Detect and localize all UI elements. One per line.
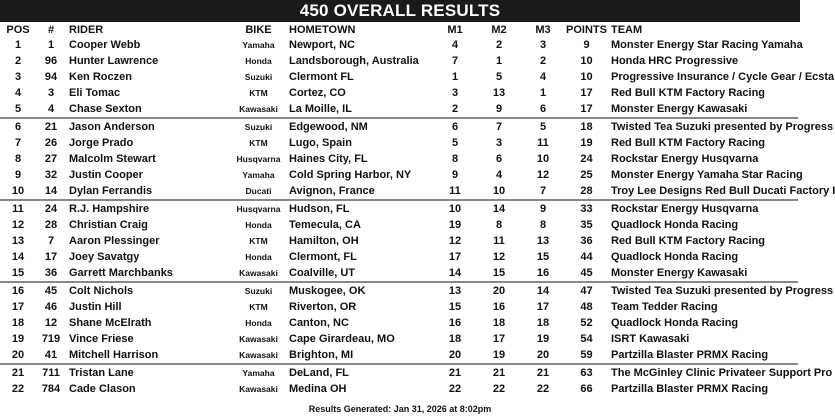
- cell-m2: 4: [495, 169, 503, 181]
- cell-m3: 19: [536, 333, 550, 345]
- cell-hometown: Brighton, MI: [289, 349, 354, 361]
- cell-bike: Yamaha: [242, 40, 275, 50]
- cell-m3: 11: [537, 137, 549, 149]
- cell-pos: 17: [11, 301, 25, 313]
- cell-m1: 15: [448, 301, 462, 313]
- cell-rider: Ken Roczen: [69, 71, 132, 83]
- cell-m3: 15: [536, 251, 550, 263]
- cell-number: 41: [44, 349, 58, 361]
- cell-m2: 2: [495, 39, 503, 51]
- cell-team: Twisted Tea Suzuki presented by Progress: [608, 118, 798, 135]
- cell-points: 47: [565, 282, 608, 299]
- cell-team: Monster Energy Yamaha Star Racing: [611, 169, 803, 181]
- cell-bike: Kawasaki: [239, 350, 278, 360]
- cell-m2: 16: [492, 301, 506, 313]
- cell-rider: Colt Nichols: [66, 282, 231, 299]
- cell-number: 4: [47, 103, 55, 115]
- cell-m3: 22: [536, 383, 550, 395]
- table-row: [0, 381, 798, 397]
- table-row: [0, 282, 798, 299]
- cell-number: 24: [36, 200, 66, 217]
- cell-m1: 16: [448, 317, 462, 329]
- cell-pos: 12: [11, 219, 25, 231]
- cell-number: 17: [44, 251, 58, 263]
- cell-m1: 22: [448, 383, 462, 395]
- results-table: [0, 22, 835, 397]
- cell-m1: 10: [433, 200, 477, 217]
- cell-points: 48: [580, 301, 593, 313]
- table-row: [0, 265, 798, 282]
- cell-points: 54: [580, 333, 593, 345]
- cell-rider: Aaron Plessinger: [69, 235, 160, 247]
- table-row: [0, 69, 798, 85]
- cell-bike: Honda: [245, 252, 272, 262]
- cell-number: 26: [44, 137, 58, 149]
- cell-bike: Yamaha: [242, 170, 275, 180]
- cell-m2: 9: [495, 103, 503, 115]
- cell-m1: 2: [451, 103, 459, 115]
- cell-bike: Honda: [245, 56, 272, 66]
- header-row: [0, 22, 798, 37]
- cell-team: Quadlock Honda Racing: [611, 219, 739, 231]
- cell-m3: 16: [536, 267, 550, 279]
- cell-hometown: Haines City, FL: [289, 153, 368, 165]
- cell-points: 17: [580, 87, 593, 99]
- results-generated-note: Results Generated: Jan 31, 2026 at 8:02pm: [308, 404, 492, 414]
- table-row: [0, 183, 798, 200]
- cell-number: 45: [36, 282, 66, 299]
- cell-team: Monster Energy Kawasaki: [611, 267, 748, 279]
- cell-bike: Husqvarna: [236, 154, 281, 164]
- cell-m1: 5: [451, 137, 459, 149]
- cell-hometown: Clermont, FL: [289, 251, 357, 263]
- col-header-m2: M2: [491, 23, 507, 36]
- cell-hometown: Muskogee, OK: [286, 282, 433, 299]
- cell-points: 28: [580, 185, 593, 197]
- cell-m3: 13: [536, 235, 550, 247]
- col-header-rider: RIDER: [69, 23, 104, 36]
- cell-bike: Kawasaki: [239, 334, 278, 344]
- cell-points: 35: [580, 219, 593, 231]
- cell-points: 9: [583, 39, 590, 51]
- table-row: [0, 315, 798, 331]
- col-header-points: POINTS: [566, 23, 607, 36]
- col-header-number: #: [47, 23, 55, 36]
- cell-points: 36: [580, 235, 593, 247]
- cell-number: 12: [44, 317, 58, 329]
- table-row: [0, 249, 798, 265]
- cell-number: 719: [41, 333, 61, 345]
- cell-hometown: Cortez, CO: [289, 87, 346, 99]
- cell-team: Honda HRC Progressive: [611, 55, 739, 67]
- cell-rider: Joey Savatgy: [69, 251, 140, 263]
- cell-m2: 14: [477, 200, 521, 217]
- cell-m3: 17: [536, 301, 550, 313]
- cell-rider: Chase Sexton: [69, 103, 142, 115]
- col-header-m3: M3: [535, 23, 551, 36]
- cell-m2: 8: [495, 219, 503, 231]
- cell-points: 18: [565, 118, 608, 135]
- cell-m3: 14: [521, 282, 565, 299]
- cell-rider: Cade Clason: [69, 383, 136, 395]
- cell-m2: 11: [493, 235, 505, 247]
- cell-pos: 22: [11, 383, 25, 395]
- cell-rider: Jorge Prado: [69, 137, 134, 149]
- cell-hometown: Riverton, OR: [289, 301, 357, 313]
- cell-pos: 5: [14, 103, 22, 115]
- cell-bike: Ducati: [245, 186, 272, 196]
- cell-number: 711: [36, 364, 66, 381]
- cell-m3: 20: [536, 349, 550, 361]
- cell-m2: 20: [477, 282, 521, 299]
- cell-bike: Kawasaki: [239, 384, 278, 394]
- cell-rider: Eli Tomac: [69, 87, 121, 99]
- cell-team: The McGinley Clinic Privateer Support Pro: [608, 364, 798, 381]
- cell-hometown: Canton, NC: [289, 317, 349, 329]
- cell-pos: 3: [14, 71, 22, 83]
- cell-number: 3: [47, 87, 55, 99]
- cell-number: 32: [44, 169, 58, 181]
- cell-team: Quadlock Honda Racing: [611, 317, 739, 329]
- cell-bike: Suzuki: [244, 72, 273, 82]
- col-header-team: TEAM: [611, 23, 643, 36]
- cell-m3: 3: [539, 39, 547, 51]
- col-header-bike: BIKE: [245, 23, 272, 36]
- table-row: [0, 135, 798, 151]
- cell-rider: Garrett Marchbanks: [69, 267, 173, 279]
- cell-pos: 21: [0, 364, 36, 381]
- cell-points: 66: [580, 383, 593, 395]
- cell-rider: Vince Friese: [69, 333, 134, 345]
- cell-rider: Shane McElrath: [69, 317, 152, 329]
- cell-rider: Jason Anderson: [66, 118, 231, 135]
- cell-team: Team Tedder Racing: [611, 301, 718, 313]
- cell-number: 96: [44, 55, 58, 67]
- table-row: [0, 118, 798, 135]
- cell-points: 19: [580, 137, 593, 149]
- cell-m1: 20: [448, 349, 462, 361]
- cell-team: Progressive Insurance / Cycle Gear / Ecsta: [611, 71, 835, 83]
- cell-m1: 6: [433, 118, 477, 135]
- cell-bike: Yamaha: [231, 364, 286, 381]
- cell-points: 10: [580, 71, 593, 83]
- cell-hometown: Cape Girardeau, MO: [289, 333, 395, 345]
- cell-rider: Justin Cooper: [69, 169, 143, 181]
- cell-pos: 18: [11, 317, 25, 329]
- cell-hometown: Landsborough, Australia: [289, 55, 419, 67]
- table-row: [0, 364, 798, 381]
- cell-pos: 14: [11, 251, 25, 263]
- cell-m2: 17: [492, 333, 506, 345]
- cell-m3: 10: [536, 153, 550, 165]
- cell-m3: 21: [521, 364, 565, 381]
- cell-pos: 6: [0, 118, 36, 135]
- cell-bike: Husqvarna: [231, 200, 286, 217]
- cell-rider: Christian Craig: [69, 219, 148, 231]
- cell-hometown: Coalville, UT: [289, 267, 356, 279]
- cell-m2: 3: [495, 137, 503, 149]
- cell-hometown: DeLand, FL: [286, 364, 433, 381]
- results-title: 450 OVERALL RESULTS: [0, 0, 800, 22]
- cell-pos: 10: [11, 185, 25, 197]
- table-row: [0, 167, 798, 183]
- cell-pos: 4: [14, 87, 22, 99]
- table-row: [0, 331, 798, 347]
- cell-hometown: Avignon, France: [289, 185, 375, 197]
- cell-pos: 13: [11, 235, 25, 247]
- cell-m1: 18: [448, 333, 462, 345]
- table-row: [0, 347, 798, 364]
- cell-pos: 1: [14, 39, 22, 51]
- cell-hometown: Cold Spring Harbor, NY: [289, 169, 412, 181]
- cell-team: Monster Energy Kawasaki: [611, 103, 748, 115]
- cell-bike: Suzuki: [231, 118, 286, 135]
- table-row: [0, 151, 798, 167]
- cell-rider: R.J. Hampshire: [66, 200, 231, 217]
- cell-hometown: La Moille, IL: [289, 103, 352, 115]
- cell-m1: 7: [451, 55, 459, 67]
- cell-rider: Hunter Lawrence: [69, 55, 159, 67]
- cell-pos: 19: [11, 333, 25, 345]
- cell-m1: 11: [449, 185, 461, 197]
- cell-team: Troy Lee Designs Red Bull Ducati Factory I: [611, 185, 835, 197]
- cell-hometown: Medina OH: [289, 383, 347, 395]
- col-header-m1: M1: [447, 23, 463, 36]
- cell-number: 46: [44, 301, 58, 313]
- cell-m3: 12: [536, 169, 550, 181]
- cell-pos: 7: [14, 137, 22, 149]
- cell-bike: KTM: [249, 302, 268, 312]
- cell-number: 1: [47, 39, 55, 51]
- cell-team: ISRT Kawasaki: [611, 333, 690, 345]
- cell-m3: 7: [539, 185, 547, 197]
- cell-hometown: Newport, NC: [289, 39, 355, 51]
- cell-team: Red Bull KTM Factory Racing: [611, 87, 766, 99]
- table-row: [0, 200, 798, 217]
- cell-hometown: Lugo, Spain: [289, 137, 352, 149]
- cell-team: Partzilla Blaster PRMX Racing: [611, 383, 769, 395]
- cell-bike: Honda: [245, 318, 272, 328]
- cell-m3: 6: [539, 103, 547, 115]
- cell-team: Rockstar Energy Husqvarna: [608, 200, 798, 217]
- cell-number: 21: [36, 118, 66, 135]
- table-row: [0, 53, 798, 69]
- cell-m2: 1: [495, 55, 503, 67]
- cell-bike: Honda: [245, 220, 272, 230]
- cell-hometown: Hamilton, OH: [289, 235, 359, 247]
- cell-team: Rockstar Energy Husqvarna: [611, 153, 759, 165]
- cell-points: 33: [565, 200, 608, 217]
- cell-rider: Dylan Ferrandis: [69, 185, 153, 197]
- cell-team: Quadlock Honda Racing: [611, 251, 739, 263]
- cell-m1: 19: [448, 219, 462, 231]
- cell-team: Red Bull KTM Factory Racing: [611, 137, 766, 149]
- cell-team: Red Bull KTM Factory Racing: [611, 235, 766, 247]
- cell-bike: Kawasaki: [239, 104, 278, 114]
- cell-number: 94: [44, 71, 58, 83]
- cell-m3: 2: [539, 55, 547, 67]
- cell-number: 784: [41, 383, 61, 395]
- cell-m1: 13: [433, 282, 477, 299]
- cell-m1: 3: [451, 87, 459, 99]
- cell-pos: 9: [14, 169, 22, 181]
- cell-m1: 4: [451, 39, 459, 51]
- cell-m3: 5: [521, 118, 565, 135]
- cell-m2: 10: [492, 185, 506, 197]
- cell-number: 27: [44, 153, 58, 165]
- cell-m2: 22: [492, 383, 506, 395]
- cell-m3: 8: [539, 219, 547, 231]
- table-row: [0, 101, 798, 118]
- table-row: [0, 217, 798, 233]
- cell-pos: 11: [0, 200, 36, 217]
- cell-m1: 17: [448, 251, 462, 263]
- cell-m2: 18: [492, 317, 506, 329]
- cell-team: Twisted Tea Suzuki presented by Progress: [608, 282, 798, 299]
- cell-m2: 5: [495, 71, 503, 83]
- table-row: [0, 299, 798, 315]
- cell-points: 24: [580, 153, 593, 165]
- cell-team: Monster Energy Star Racing Yamaha: [611, 39, 803, 51]
- cell-number: 7: [47, 235, 55, 247]
- cell-m2: 19: [492, 349, 506, 361]
- cell-pos: 20: [11, 349, 25, 361]
- table-row: [0, 233, 798, 249]
- table-row: [0, 85, 798, 101]
- cell-m3: 4: [539, 71, 547, 83]
- cell-points: 45: [580, 267, 593, 279]
- col-header-hometown: HOMETOWN: [289, 23, 356, 36]
- cell-bike: Kawasaki: [239, 268, 278, 278]
- cell-bike: KTM: [249, 88, 268, 98]
- cell-points: 52: [580, 317, 593, 329]
- col-header-pos: POS: [6, 23, 30, 36]
- cell-points: 44: [580, 251, 593, 263]
- cell-points: 17: [580, 103, 593, 115]
- cell-m3: 9: [521, 200, 565, 217]
- cell-number: 28: [44, 219, 58, 231]
- cell-bike: Suzuki: [231, 282, 286, 299]
- cell-hometown: Temecula, CA: [289, 219, 361, 231]
- cell-m1: 12: [448, 235, 462, 247]
- cell-m1: 21: [433, 364, 477, 381]
- cell-m2: 7: [477, 118, 521, 135]
- cell-rider: Malcolm Stewart: [69, 153, 156, 165]
- cell-points: 63: [565, 364, 608, 381]
- cell-bike: KTM: [249, 138, 268, 148]
- cell-m1: 1: [451, 71, 459, 83]
- cell-rider: Justin Hill: [69, 301, 122, 313]
- cell-points: 10: [580, 55, 593, 67]
- cell-m2: 13: [492, 87, 506, 99]
- cell-bike: KTM: [249, 236, 268, 246]
- cell-number: 36: [44, 267, 58, 279]
- cell-m2: 6: [495, 153, 503, 165]
- cell-points: 25: [580, 169, 593, 181]
- cell-rider: Mitchell Harrison: [69, 349, 159, 361]
- cell-m2: 15: [492, 267, 506, 279]
- cell-m1: 8: [451, 153, 459, 165]
- cell-m1: 14: [448, 267, 462, 279]
- cell-rider: Cooper Webb: [69, 39, 141, 51]
- cell-m2: 21: [477, 364, 521, 381]
- cell-team: Partzilla Blaster PRMX Racing: [611, 349, 769, 361]
- cell-rider: Tristan Lane: [66, 364, 231, 381]
- cell-pos: 15: [11, 267, 25, 279]
- cell-hometown: Clermont FL: [289, 71, 354, 83]
- cell-pos: 2: [14, 55, 22, 67]
- cell-number: 14: [44, 185, 58, 197]
- cell-m1: 9: [451, 169, 459, 181]
- cell-pos: 16: [0, 282, 36, 299]
- cell-m3: 1: [539, 87, 547, 99]
- table-row: [0, 37, 798, 53]
- cell-pos: 8: [14, 153, 22, 165]
- cell-m3: 18: [536, 317, 550, 329]
- cell-hometown: Edgewood, NM: [286, 118, 433, 135]
- cell-hometown: Hudson, FL: [286, 200, 433, 217]
- cell-m2: 12: [492, 251, 506, 263]
- cell-points: 59: [580, 349, 593, 361]
